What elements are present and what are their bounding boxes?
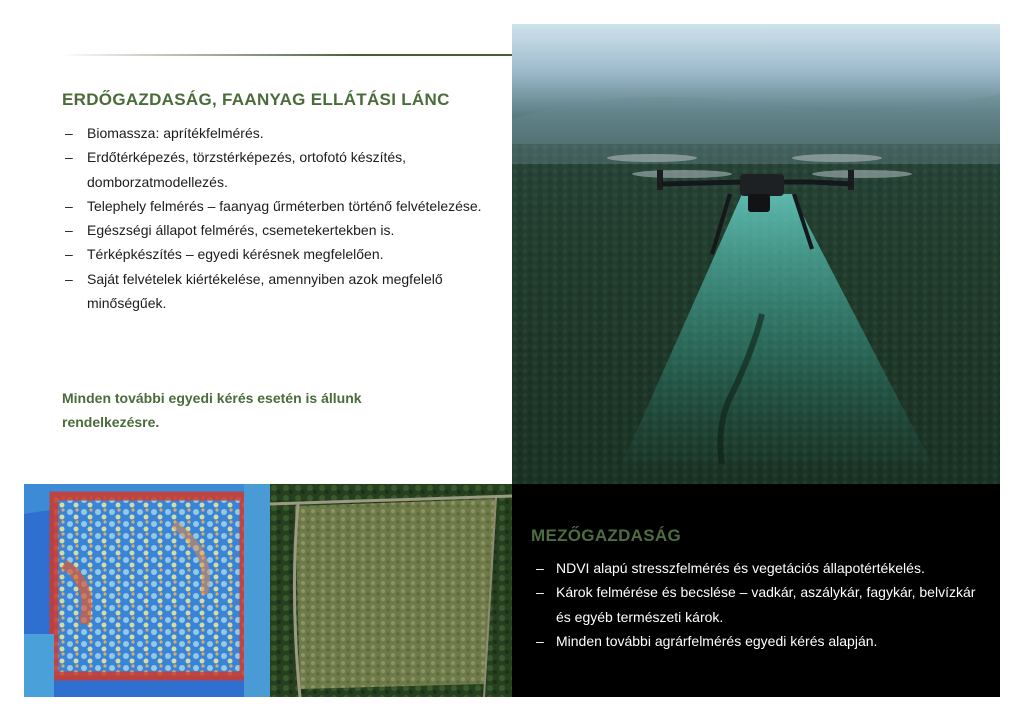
list-item: – Telephely felmérés – faanyag űrméterben történő felvételezése. (65, 197, 482, 214)
list-item: – Erdőtérképezés, törzstérképezés, ortofotó készítés, domborzatmodellezés. (65, 149, 407, 190)
closing-statement: Minden további egyedi kérés esetén is állunk rendelkezésre. (62, 390, 362, 431)
forestry-section-title: ERDŐGAZDASÁG, FAANYAG ELLÁTÁSI LÁNC (62, 90, 450, 109)
forestry-service-list (65, 121, 485, 315)
list-item: – Saját felvételek kiértékelése, amennyiben azok megfelelő minőségűek. (65, 270, 443, 312)
list-item: – Biomassza: aprítékfelmérés. (65, 125, 264, 141)
list-item: – Minden további agrárfelmérés egyedi kérés alapján. (536, 632, 878, 649)
thermal-map-illustration (24, 484, 270, 697)
drone-photo-illustration (512, 24, 1000, 484)
agriculture-section-title: MEZŐGAZDASÁG (531, 526, 681, 545)
agriculture-service-list (536, 556, 986, 653)
list-item: – Károk felmérése és becslése – vadkár, aszálykár, fagykár, belvízkár és egyéb természeti károk. (536, 584, 976, 625)
aerial-map-illustration (270, 484, 512, 697)
list-item: – NDVI alapú stresszfelmérés és vegetációs állapotértékelés. (536, 560, 925, 576)
aerial-forest-image (270, 484, 512, 697)
thermal-ndvi-image (24, 484, 270, 697)
list-item: – Térképkészítés – egyedi kérésnek megfelelően. (65, 246, 384, 263)
drone-forest-photo (512, 24, 1000, 484)
list-item: – Egészségi állapot felmérés, csemetekertekben is. (65, 222, 395, 239)
